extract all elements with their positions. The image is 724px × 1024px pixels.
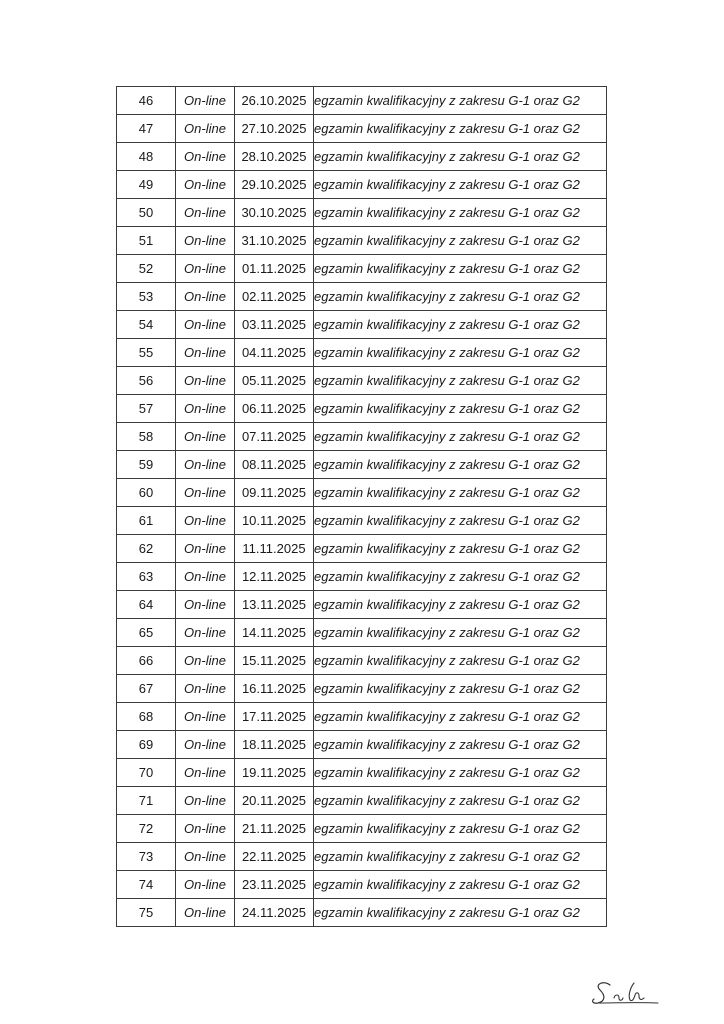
table-row xyxy=(117,367,607,395)
row-description: egzamin kwalifikacyjny z zakresu G-1 oraz G2 xyxy=(314,703,607,731)
row-date: 02.11.2025 xyxy=(235,283,314,311)
row-date: 27.10.2025 xyxy=(235,115,314,143)
row-description: egzamin kwalifikacyjny z zakresu G-1 oraz G2 xyxy=(314,143,607,171)
row-date: 01.11.2025 xyxy=(235,255,314,283)
row-date: 28.10.2025 xyxy=(235,143,314,171)
table-row xyxy=(117,759,607,787)
row-date: 31.10.2025 xyxy=(235,227,314,255)
row-mode: On-line xyxy=(176,115,235,143)
row-mode: On-line xyxy=(176,507,235,535)
row-description: egzamin kwalifikacyjny z zakresu G-1 oraz G2 xyxy=(314,115,607,143)
row-mode: On-line xyxy=(176,451,235,479)
table-row xyxy=(117,255,607,283)
row-date: 29.10.2025 xyxy=(235,171,314,199)
row-date: 09.11.2025 xyxy=(235,479,314,507)
row-mode: On-line xyxy=(176,787,235,815)
row-mode: On-line xyxy=(176,563,235,591)
row-description: egzamin kwalifikacyjny z zakresu G-1 oraz G2 xyxy=(314,647,607,675)
row-number: 52 xyxy=(117,255,176,283)
row-number: 55 xyxy=(117,339,176,367)
row-mode: On-line xyxy=(176,423,235,451)
row-number: 73 xyxy=(117,843,176,871)
row-description: egzamin kwalifikacyjny z zakresu G-1 oraz G2 xyxy=(314,339,607,367)
row-description: egzamin kwalifikacyjny z zakresu G-1 oraz G2 xyxy=(314,535,607,563)
row-mode: On-line xyxy=(176,479,235,507)
row-mode: On-line xyxy=(176,871,235,899)
table-row xyxy=(117,227,607,255)
table-row xyxy=(117,507,607,535)
row-mode: On-line xyxy=(176,843,235,871)
row-date: 21.11.2025 xyxy=(235,815,314,843)
table-row xyxy=(117,731,607,759)
table-row xyxy=(117,899,607,927)
row-date: 12.11.2025 xyxy=(235,563,314,591)
row-mode: On-line xyxy=(176,339,235,367)
row-description: egzamin kwalifikacyjny z zakresu G-1 oraz G2 xyxy=(314,227,607,255)
table-row xyxy=(117,171,607,199)
row-mode: On-line xyxy=(176,87,235,115)
row-number: 53 xyxy=(117,283,176,311)
row-description: egzamin kwalifikacyjny z zakresu G-1 oraz G2 xyxy=(314,199,607,227)
row-mode: On-line xyxy=(176,199,235,227)
row-description: egzamin kwalifikacyjny z zakresu G-1 oraz G2 xyxy=(314,871,607,899)
row-date: 04.11.2025 xyxy=(235,339,314,367)
row-date: 30.10.2025 xyxy=(235,199,314,227)
row-date: 26.10.2025 xyxy=(235,87,314,115)
row-number: 72 xyxy=(117,815,176,843)
row-date: 14.11.2025 xyxy=(235,619,314,647)
table-row xyxy=(117,311,607,339)
table-row xyxy=(117,283,607,311)
row-mode: On-line xyxy=(176,591,235,619)
row-description: egzamin kwalifikacyjny z zakresu G-1 oraz G2 xyxy=(314,171,607,199)
table-row xyxy=(117,199,607,227)
row-description: egzamin kwalifikacyjny z zakresu G-1 oraz G2 xyxy=(314,759,607,787)
row-description: egzamin kwalifikacyjny z zakresu G-1 oraz G2 xyxy=(314,591,607,619)
row-date: 19.11.2025 xyxy=(235,759,314,787)
table-row xyxy=(117,339,607,367)
row-description: egzamin kwalifikacyjny z zakresu G-1 oraz G2 xyxy=(314,507,607,535)
row-date: 08.11.2025 xyxy=(235,451,314,479)
row-number: 69 xyxy=(117,731,176,759)
table-row xyxy=(117,563,607,591)
row-description: egzamin kwalifikacyjny z zakresu G-1 oraz G2 xyxy=(314,311,607,339)
row-mode: On-line xyxy=(176,619,235,647)
table-row xyxy=(117,647,607,675)
row-mode: On-line xyxy=(176,759,235,787)
row-number: 61 xyxy=(117,507,176,535)
row-date: 11.11.2025 xyxy=(235,535,314,563)
row-date: 23.11.2025 xyxy=(235,871,314,899)
row-number: 47 xyxy=(117,115,176,143)
row-date: 03.11.2025 xyxy=(235,311,314,339)
row-number: 46 xyxy=(117,87,176,115)
row-number: 56 xyxy=(117,367,176,395)
table-row xyxy=(117,451,607,479)
row-date: 16.11.2025 xyxy=(235,675,314,703)
row-date: 10.11.2025 xyxy=(235,507,314,535)
row-number: 48 xyxy=(117,143,176,171)
row-description: egzamin kwalifikacyjny z zakresu G-1 oraz G2 xyxy=(314,283,607,311)
row-number: 65 xyxy=(117,619,176,647)
row-mode: On-line xyxy=(176,731,235,759)
row-description: egzamin kwalifikacyjny z zakresu G-1 oraz G2 xyxy=(314,843,607,871)
row-number: 68 xyxy=(117,703,176,731)
row-date: 13.11.2025 xyxy=(235,591,314,619)
table-row xyxy=(117,115,607,143)
row-mode: On-line xyxy=(176,815,235,843)
row-mode: On-line xyxy=(176,283,235,311)
row-mode: On-line xyxy=(176,143,235,171)
row-description: egzamin kwalifikacyjny z zakresu G-1 oraz G2 xyxy=(314,563,607,591)
table-row xyxy=(117,815,607,843)
row-mode: On-line xyxy=(176,255,235,283)
table-row xyxy=(117,423,607,451)
table-row xyxy=(117,619,607,647)
table-row xyxy=(117,703,607,731)
row-number: 51 xyxy=(117,227,176,255)
row-date: 07.11.2025 xyxy=(235,423,314,451)
row-description: egzamin kwalifikacyjny z zakresu G-1 oraz G2 xyxy=(314,87,607,115)
row-number: 70 xyxy=(117,759,176,787)
row-description: egzamin kwalifikacyjny z zakresu G-1 oraz G2 xyxy=(314,451,607,479)
row-number: 54 xyxy=(117,311,176,339)
row-number: 57 xyxy=(117,395,176,423)
row-date: 18.11.2025 xyxy=(235,731,314,759)
row-description: egzamin kwalifikacyjny z zakresu G-1 oraz G2 xyxy=(314,815,607,843)
row-date: 06.11.2025 xyxy=(235,395,314,423)
table-row xyxy=(117,787,607,815)
row-number: 71 xyxy=(117,787,176,815)
row-mode: On-line xyxy=(176,171,235,199)
row-number: 59 xyxy=(117,451,176,479)
row-date: 22.11.2025 xyxy=(235,843,314,871)
row-description: egzamin kwalifikacyjny z zakresu G-1 oraz G2 xyxy=(314,731,607,759)
exam-schedule-body xyxy=(117,87,607,927)
row-number: 50 xyxy=(117,199,176,227)
row-mode: On-line xyxy=(176,899,235,927)
row-number: 67 xyxy=(117,675,176,703)
row-mode: On-line xyxy=(176,227,235,255)
row-mode: On-line xyxy=(176,647,235,675)
row-number: 64 xyxy=(117,591,176,619)
row-description: egzamin kwalifikacyjny z zakresu G-1 oraz G2 xyxy=(314,395,607,423)
row-number: 74 xyxy=(117,871,176,899)
row-description: egzamin kwalifikacyjny z zakresu G-1 oraz G2 xyxy=(314,899,607,927)
table-row xyxy=(117,591,607,619)
row-number: 62 xyxy=(117,535,176,563)
row-date: 17.11.2025 xyxy=(235,703,314,731)
row-mode: On-line xyxy=(176,535,235,563)
row-description: egzamin kwalifikacyjny z zakresu G-1 oraz G2 xyxy=(314,675,607,703)
row-mode: On-line xyxy=(176,395,235,423)
table-row xyxy=(117,143,607,171)
row-mode: On-line xyxy=(176,367,235,395)
row-number: 49 xyxy=(117,171,176,199)
exam-schedule-table xyxy=(116,86,607,927)
row-description: egzamin kwalifikacyjny z zakresu G-1 oraz G2 xyxy=(314,423,607,451)
row-description: egzamin kwalifikacyjny z zakresu G-1 oraz G2 xyxy=(314,787,607,815)
handwritten-signature-icon xyxy=(588,970,668,1010)
row-date: 15.11.2025 xyxy=(235,647,314,675)
table-row xyxy=(117,843,607,871)
table-row xyxy=(117,479,607,507)
table-row xyxy=(117,871,607,899)
row-number: 58 xyxy=(117,423,176,451)
table-row xyxy=(117,675,607,703)
table-row xyxy=(117,395,607,423)
row-number: 60 xyxy=(117,479,176,507)
row-date: 05.11.2025 xyxy=(235,367,314,395)
row-date: 20.11.2025 xyxy=(235,787,314,815)
row-number: 66 xyxy=(117,647,176,675)
row-mode: On-line xyxy=(176,311,235,339)
table-row xyxy=(117,87,607,115)
row-date: 24.11.2025 xyxy=(235,899,314,927)
row-mode: On-line xyxy=(176,675,235,703)
row-number: 75 xyxy=(117,899,176,927)
row-description: egzamin kwalifikacyjny z zakresu G-1 oraz G2 xyxy=(314,619,607,647)
row-description: egzamin kwalifikacyjny z zakresu G-1 oraz G2 xyxy=(314,255,607,283)
row-description: egzamin kwalifikacyjny z zakresu G-1 oraz G2 xyxy=(314,367,607,395)
table-row xyxy=(117,535,607,563)
row-number: 63 xyxy=(117,563,176,591)
row-description: egzamin kwalifikacyjny z zakresu G-1 oraz G2 xyxy=(314,479,607,507)
row-mode: On-line xyxy=(176,703,235,731)
